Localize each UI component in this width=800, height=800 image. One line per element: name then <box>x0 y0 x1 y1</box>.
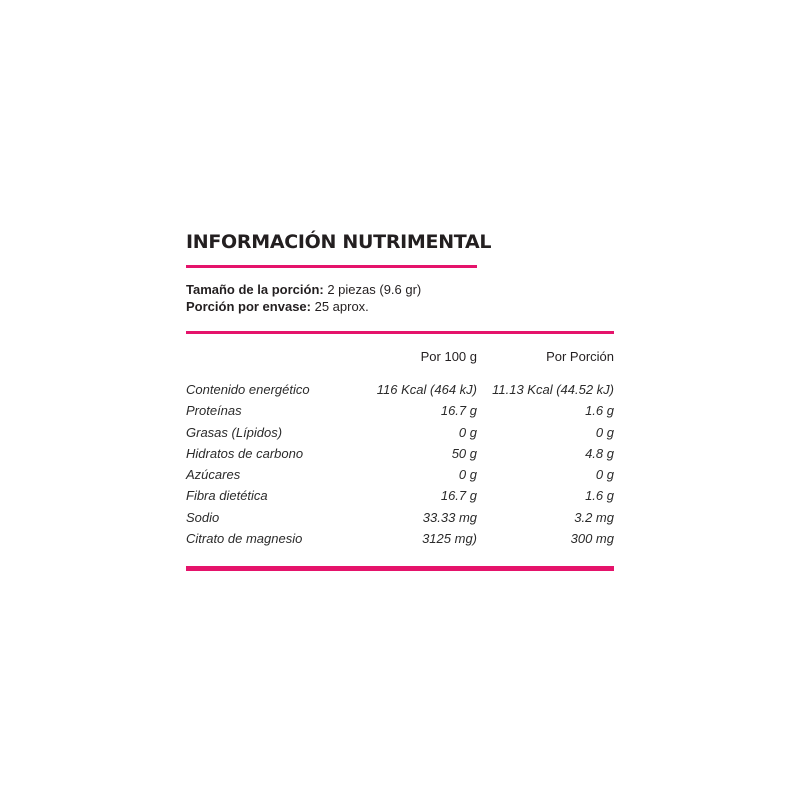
nutrient-name: Sodio <box>186 509 220 525</box>
bottom-divider <box>186 566 614 571</box>
value-per-100g: 0 g <box>458 467 477 483</box>
column-header-per-100g: Por 100 g <box>420 349 477 364</box>
table-row <box>186 466 614 487</box>
value-per-portion: 3.2 mg <box>574 509 614 525</box>
nutrient-name: Contenido energético <box>186 382 310 397</box>
serving-size-value: 2 piezas (9.6 gr) <box>323 282 422 297</box>
value-per-100g: 116 Kcal (464 kJ) <box>376 382 477 397</box>
value-per-100g: 50 g <box>451 445 477 461</box>
value-per-100g: 0 g <box>458 424 477 440</box>
nutrient-name: Hidratos de carbono <box>186 445 304 461</box>
table-row <box>186 381 614 402</box>
value-per-portion: 4.8 g <box>585 445 614 461</box>
nutrition-panel <box>186 0 614 800</box>
value-per-portion: 300 mg <box>570 531 614 547</box>
servings-per-container-value: 25 aprox. <box>310 299 369 314</box>
servings-per-container <box>186 298 369 316</box>
nutrient-name: Fibra dietética <box>186 488 268 504</box>
nutrient-name: Proteínas <box>186 403 242 419</box>
value-per-portion: 11.13 Kcal (44.52 kJ) <box>492 382 614 397</box>
value-per-portion: 0 g <box>595 467 614 483</box>
value-per-portion: 1.6 g <box>585 488 614 504</box>
value-per-100g: 33.33 mg <box>422 509 477 525</box>
nutrition-table <box>186 381 614 551</box>
table-row <box>186 445 614 466</box>
serving-size <box>186 281 421 299</box>
nutrient-name: Azúcares <box>186 467 241 483</box>
table-row <box>186 402 614 423</box>
table-row <box>186 487 614 508</box>
table-row <box>186 424 614 445</box>
section-divider <box>186 331 614 334</box>
title-underline <box>186 265 477 268</box>
value-per-100g: 3125 mg) <box>422 531 477 547</box>
value-per-100g: 16.7 g <box>440 403 477 419</box>
serving-size-label: Tamaño de la porción: <box>186 282 324 297</box>
column-header-per-portion: Por Porción <box>546 349 614 364</box>
value-per-portion: 0 g <box>595 424 614 440</box>
nutrient-name: Grasas (Lípidos) <box>186 424 283 440</box>
nutrient-name: Citrato de magnesio <box>186 531 303 547</box>
value-per-portion: 1.6 g <box>585 403 614 419</box>
page-title: INFORMACIÓN NUTRIMENTAL <box>186 231 492 253</box>
table-row <box>186 530 614 551</box>
servings-per-container-label: Porción por envase: <box>186 299 311 314</box>
table-row <box>186 509 614 530</box>
value-per-100g: 16.7 g <box>440 488 477 504</box>
